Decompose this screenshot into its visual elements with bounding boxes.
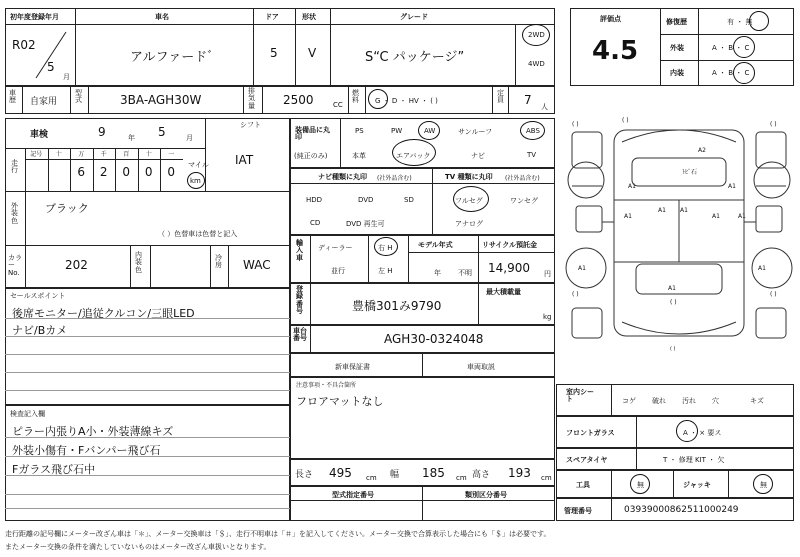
damage-mark: A1: [578, 265, 586, 272]
interior-options: A ・ B ・ C: [712, 69, 750, 77]
model-value: 3BA-AGH30W: [120, 93, 202, 107]
mileage-digit: 2: [99, 165, 108, 179]
recycle-value: 14,900: [488, 261, 530, 275]
inspector-line3: Fガラス飛び石中: [12, 463, 95, 476]
height-cm: cm: [541, 474, 552, 482]
nav-hdd: HDD: [306, 196, 323, 204]
displacement-value: 2500: [283, 93, 314, 107]
interior-label: 内装: [670, 69, 684, 77]
yen-unit: 円: [544, 270, 551, 278]
left-hand: 左 H: [378, 267, 393, 275]
seat-option: キズ: [750, 397, 764, 405]
damage-mark: ﾄﾋﾞ石: [682, 169, 698, 176]
equip-navi: ナビ: [471, 152, 485, 160]
car-name: アルファードﾞ: [130, 50, 214, 65]
mileage-digit: 6: [77, 165, 86, 179]
exterior-options: A ・ B ・ C: [712, 44, 750, 52]
model-year-label: モデル年式: [418, 241, 453, 249]
color-label: 外装色: [11, 202, 18, 225]
recycle-label: リサイクル預託金: [482, 241, 538, 249]
mileage-col-head: 千: [100, 151, 107, 158]
drive-2wd-circle: [522, 24, 550, 46]
import-parallel: 並行: [331, 267, 345, 275]
length-cm: cm: [366, 474, 377, 482]
mileage-col-head: 万: [78, 151, 85, 158]
glass-label: フロントガラス: [566, 429, 615, 437]
sales-point-label: セールスポイント: [10, 292, 66, 300]
svg-text:( ): ( ): [572, 291, 579, 298]
mile-label: マイル: [188, 161, 209, 169]
damage-mark: A1: [758, 265, 766, 272]
damage-mark: A1: [624, 213, 632, 220]
inspector-label: 検査記入欄: [10, 410, 45, 418]
damage-mark: A1: [728, 183, 736, 190]
shaken-month-unit: 月: [186, 134, 193, 142]
tv-title: TV 種類に丸印: [445, 173, 493, 181]
grade-value: S“C パッケージ”: [365, 50, 465, 65]
footer-line2: またメーター交換の条件を満たしていないものはメーター改ざん車扱いとなります。: [5, 543, 271, 551]
score-value: 4.5: [592, 36, 639, 66]
tv-analog: アナログ: [455, 220, 483, 228]
mileage-col-head: 百: [123, 151, 130, 158]
tool-none-circle: [630, 474, 650, 494]
door-count: 5: [270, 46, 278, 60]
repair-options: 有 ・ 無: [727, 18, 753, 26]
shaken-label: 車検: [30, 130, 49, 140]
first-reg-month: 5: [47, 60, 55, 74]
mgmt-value: 03939000862511000249: [624, 505, 739, 515]
equip-aw: AW: [424, 127, 436, 135]
sales-point-line1: 後席モニター/追従クルコン/三眼LED: [12, 307, 195, 320]
score-label: 評価点: [600, 15, 621, 23]
svg-text:( ): ( ): [622, 117, 629, 124]
aw-circle: [418, 121, 440, 140]
fleet-value: 自家用: [30, 97, 58, 107]
drive-4wd: 4WD: [528, 60, 545, 68]
nav-dvd-play: DVD 再生可: [346, 220, 385, 228]
first-reg-month-unit: 月: [63, 73, 70, 81]
body-shape: V: [308, 46, 317, 60]
tool-label: 工具: [576, 481, 590, 489]
width-label: 幅: [390, 470, 400, 480]
model-year-unknown: 不明: [458, 269, 472, 277]
shaken-year: 9: [98, 125, 106, 139]
fuel-g-circle: [368, 89, 388, 109]
shaken-year-unit: 年: [128, 134, 135, 142]
car-name-label: 車名: [155, 13, 169, 21]
import-dealer: ディーラー: [318, 244, 353, 252]
ac-value: WAC: [243, 258, 271, 272]
damage-mark: A1: [712, 213, 720, 220]
vehicle-info-header: [5, 8, 555, 86]
displacement-label: 排気量: [248, 87, 255, 110]
equip-ps: PS: [355, 127, 364, 135]
notes-block: [290, 377, 555, 459]
length-label: 長さ: [295, 470, 314, 480]
height-value: 193: [508, 466, 531, 480]
damage-mark: A1: [680, 207, 688, 214]
tv-oneseg: ワンセグ: [510, 197, 538, 205]
glass-a-circle: [676, 420, 698, 442]
equip-airbag: エアバック: [396, 152, 431, 160]
capacity-unit: 人: [541, 103, 548, 111]
svg-text:( ): ( ): [670, 346, 676, 352]
footer-line1: 走行距離の記号欄にメーター改ざん車は「＊」、メーター交換車は「＄」、走行不明車は「＃」を記入してください。メーター交換で合算表示した場合にも「＄」は必要です。: [5, 530, 551, 538]
notes-label: 注意事項・不具合箇所: [296, 382, 357, 389]
tv-fullseg: フルセグ: [455, 197, 483, 205]
type-spec-label: 型式指定番号: [332, 491, 374, 499]
grade-label: グレード: [400, 13, 428, 21]
fullseg-circle: [453, 186, 489, 212]
fuel-label: 燃料: [352, 89, 359, 105]
first-reg-label: 初年度登録年月: [10, 13, 59, 21]
exterior-b-circle: [733, 36, 755, 58]
max-load-label: 最大積載量: [486, 288, 521, 296]
shift-label: シフト: [240, 121, 261, 129]
equip-pw: PW: [391, 127, 403, 135]
repair-none-circle: [749, 11, 769, 31]
drive-2wd: 2WD: [528, 31, 545, 39]
seat-option: 破れ: [652, 397, 666, 405]
chassis-label: 車台番号: [293, 327, 307, 343]
seat-label: 室内シート: [566, 388, 594, 404]
km-label: km: [190, 177, 201, 185]
equip-leather: 本革: [352, 152, 366, 160]
shape-label: 形状: [302, 13, 316, 21]
equip-sunroof: サンルーフ: [458, 128, 493, 136]
seat-option: 汚れ: [682, 397, 696, 405]
svg-text:( ): ( ): [770, 121, 777, 128]
inspector-line1: ピラー内張りA小・外装薄線キズ: [12, 425, 174, 438]
spare-options: T ・ 修理 KIT ・ 欠: [663, 456, 725, 464]
damage-mark: A1: [738, 213, 746, 220]
jack-label: ジャッキ: [683, 481, 711, 489]
cc-unit: CC: [333, 101, 343, 109]
equipment-sub: (純正のみ): [294, 152, 328, 160]
shaken-month: 5: [158, 125, 166, 139]
repair-label: 修復歴: [666, 18, 687, 26]
jack-none-circle: [753, 474, 773, 494]
length-value: 495: [329, 466, 352, 480]
nav-sd: SD: [404, 196, 414, 204]
notes-value: フロアマットなし: [296, 395, 384, 408]
equip-tv: TV: [527, 151, 537, 159]
equip-abs: ABS: [526, 127, 540, 135]
abs-circle: [520, 121, 545, 140]
mileage-label: 走行: [11, 159, 18, 175]
mileage-col-head: 一: [168, 151, 175, 158]
airbag-circle: [392, 139, 436, 166]
model-label: 型式: [75, 89, 82, 105]
import-label: 輸入車: [296, 239, 303, 262]
plate-value: 豊橋301み9790: [352, 299, 442, 313]
color-no-value: 202: [65, 258, 88, 272]
interior-color-label: 内装色: [135, 251, 142, 274]
model-year-unit: 年: [434, 269, 441, 277]
mileage-digit: 0: [144, 165, 153, 179]
height-label: 高さ: [472, 470, 491, 480]
damage-mark: A1: [668, 285, 676, 292]
new-warranty: 新車保証書: [335, 363, 370, 371]
spare-label: スペアタイヤ: [566, 456, 608, 464]
mileage-col-head: 十: [55, 151, 62, 158]
interior-b-circle: [733, 62, 755, 84]
jack-value: 無: [760, 481, 767, 489]
tool-value: 無: [637, 481, 644, 489]
capacity-value: 7: [524, 93, 532, 107]
kg-unit: kg: [543, 313, 552, 321]
width-value: 185: [422, 466, 445, 480]
color-value: ブラック: [45, 202, 89, 215]
equipment-label: 装備品に丸印: [295, 126, 330, 142]
ac-label: 冷房: [215, 254, 222, 270]
first-reg-era: R02: [12, 38, 36, 52]
nav-dvd: DVD: [358, 196, 374, 204]
damage-mark: A1: [658, 207, 666, 214]
mileage-col-head: 十: [145, 151, 152, 158]
exterior-label: 外装: [670, 44, 684, 52]
damage-mark: A1: [628, 183, 636, 190]
svg-text:( ): ( ): [670, 299, 677, 306]
mileage-col-head: 記号: [30, 151, 43, 158]
door-label: ドア: [265, 13, 279, 21]
right-hand: 右 H: [378, 244, 393, 252]
svg-text:( ): ( ): [770, 291, 777, 298]
manual: 車両取説: [467, 363, 495, 371]
color-note: （ ）色替車は色替と記入: [158, 230, 238, 238]
mileage-digit: 0: [167, 165, 176, 179]
tv-sub: (社外品含む): [505, 175, 540, 182]
km-circle: [187, 172, 205, 189]
plate-label: 登録番号: [296, 285, 303, 316]
mgmt-label: 管理番号: [564, 507, 592, 515]
glass-options: A ・ × 要ス: [683, 429, 722, 437]
nav-cd: CD: [310, 219, 321, 227]
color-no-label: カラーNo.: [8, 254, 22, 277]
class-label: 類別区分番号: [465, 491, 507, 499]
nav-sub: (社外品含む): [377, 175, 412, 182]
seat-option: 穴: [712, 397, 719, 405]
inspector-line2: 外装小傷有・Fバンパー飛び石: [12, 444, 161, 457]
fuel-options: G ・ D ・ HV ・ ( ): [375, 97, 438, 105]
right-hand-circle: [374, 237, 398, 256]
shift-value: IAT: [235, 153, 254, 167]
fleet-label: 車歴: [9, 89, 16, 105]
chassis-value: AGH30-0324048: [384, 332, 484, 346]
car-damage-diagram: [562, 112, 796, 352]
svg-text:( ): ( ): [572, 121, 579, 128]
sales-point-line2: ナビ/Bカメ: [12, 324, 68, 337]
mileage-digit: 0: [122, 165, 131, 179]
width-cm: cm: [456, 474, 467, 482]
seat-option: コゲ: [622, 397, 636, 405]
capacity-label: 定員: [497, 89, 504, 105]
damage-mark: A2: [698, 147, 706, 154]
nav-title: ナビ種類に丸印: [318, 173, 367, 181]
